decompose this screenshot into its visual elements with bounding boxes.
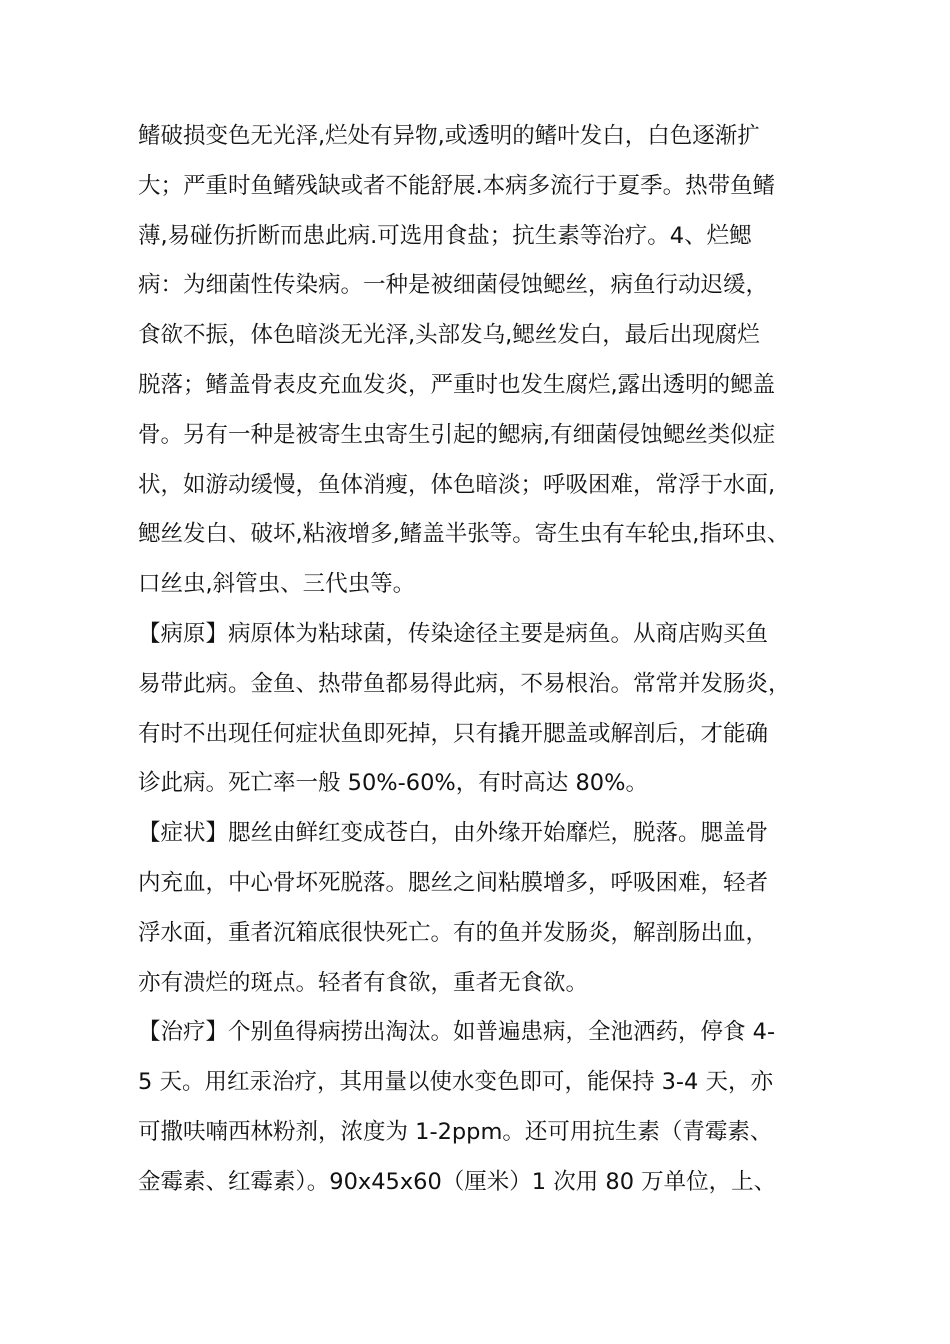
- text-line: 大；严重时鱼鳍残缺或者不能舒展.本病多流行于夏季。热带鱼鳍: [138, 172, 776, 199]
- section-treatment-line: 【治疗】个别鱼得病捞出淘汰。如普遍患病，全池洒药，停食 4-: [138, 1019, 776, 1046]
- text-line: 脱落；鳍盖骨表皮充血发炎，严重时也发生腐烂,露出透明的鳃盖: [138, 371, 776, 398]
- text-line: 浮水面，重者沉箱底很快死亡。有的鱼并发肠炎，解剖肠出血，: [138, 919, 769, 946]
- text-line: 有时不出现任何症状鱼即死掉，只有撬开腮盖或解剖后，才能确: [138, 720, 769, 747]
- text-line: 诊此病。死亡率一般 50%-60%，有时高达 80%。: [138, 770, 648, 797]
- text-line: 亦有溃烂的斑点。轻者有食欲，重者无食欲。: [138, 969, 589, 996]
- text-line: 5 天。用红汞治疗，其用量以使水变色即可，能保持 3-4 天，亦: [138, 1069, 774, 1096]
- text-line: 薄,易碰伤折断而患此病.可选用食盐；抗生素等治疗。4、烂鳃: [138, 222, 752, 249]
- text-line: 口丝虫,斜管虫、三代虫等。: [138, 571, 416, 598]
- text-line: 鳍破损变色无光泽,烂处有异物,或透明的鳍叶发白，白色逐渐扩: [138, 123, 760, 149]
- section-symptoms-line: 【症状】腮丝由鲜红变成苍白，由外缘开始靡烂，脱落。腮盖骨: [138, 820, 769, 847]
- section-pathogen-line: 【病原】病原体为粘球菌，传染途径主要是病鱼。从商店购买鱼: [138, 620, 769, 647]
- text-line: 状，如游动缓慢，鱼体消瘦，体色暗淡；呼吸困难，常浮于水面,: [138, 471, 776, 498]
- text-line: 骨。另有一种是被寄生虫寄生引起的鳃病,有细菌侵蚀鳃丝类似症: [138, 421, 776, 448]
- text-line: 食欲不振，体色暗淡无光泽,头部发乌,鳃丝发白，最后出现腐烂: [138, 322, 760, 349]
- text-line: 病：为细菌性传染病。一种是被细菌侵蚀鳃丝，病鱼行动迟缓，: [138, 272, 769, 299]
- body-text: [138, 112, 838, 1208]
- text-line: 易带此病。金鱼、热带鱼都易得此病，不易根治。常常并发肠炎，: [138, 670, 791, 697]
- text-line: 金霉素、红霉素）。90x45x60（厘米）1 次用 80 万单位，上、: [138, 1168, 777, 1195]
- text-line: 鳃丝发白、破坏,粘液增多,鳍盖半张等。寄生虫有车轮虫,指环虫、: [138, 521, 790, 548]
- text-line: 可撒呋喃西林粉剂，浓度为 1-2ppm。还可用抗生素（青霉素、: [138, 1118, 773, 1145]
- text-line: 内充血，中心骨坏死脱落。腮丝之间粘膜增多，呼吸困难，轻者: [138, 869, 769, 896]
